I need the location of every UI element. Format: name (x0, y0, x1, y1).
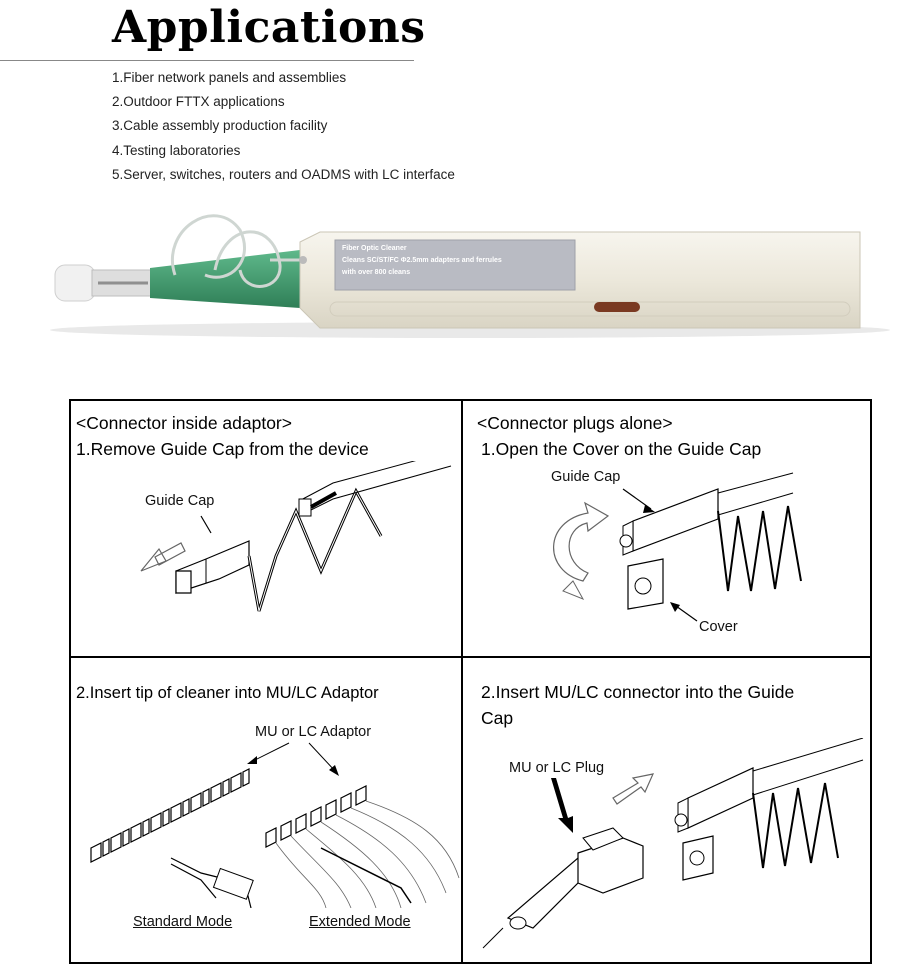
standard-mode-label: Standard Mode (133, 914, 233, 930)
step-text: 1.Open the Cover on the Guide Cap (481, 439, 762, 459)
guide-cap-label: Guide Cap (551, 469, 621, 485)
product-label-line2: Cleans SC/ST/FC Φ2.5mm adapters and ferrules (342, 257, 502, 264)
application-item: 1.Fiber network panels and assemblies (112, 70, 347, 85)
title-underline (0, 60, 414, 61)
panel-title: <Connector plugs alone> (477, 413, 673, 433)
insert-tip-illustration (71, 738, 461, 908)
application-item: 2.Outdoor FTTX applications (112, 94, 285, 110)
cover-label: Cover (699, 619, 738, 635)
panel-remove-guide-cap (71, 401, 461, 656)
product-label-line3: with over 800 cleans (342, 269, 411, 276)
panel-insert-connector (463, 658, 874, 964)
instruction-grid (69, 399, 872, 964)
guide-cap-label: Guide Cap (145, 493, 215, 509)
application-item: 3.Cable assembly production facility (112, 118, 328, 134)
step-text-line1: 2.Insert MU/LC connector into the Guide (481, 682, 795, 702)
panel-title: <Connector inside adaptor> (76, 413, 292, 433)
application-item: 4.Testing laboratories (112, 142, 241, 158)
adaptor-label: MU or LC Adaptor (255, 724, 372, 740)
product-label-line1: Fiber Optic Cleaner (342, 245, 407, 252)
remove-guide-cap-illustration (71, 461, 461, 651)
application-item: 5.Server, switches, routers and OADMS with LC interface (112, 166, 455, 182)
step-text-line2: Cap (481, 708, 514, 728)
page-title: Applications (112, 2, 426, 53)
plug-label: MU or LC Plug (509, 760, 605, 776)
step-text: 1.Remove Guide Cap from the device (76, 439, 369, 459)
panel-insert-tip (71, 658, 461, 964)
insert-connector-illustration (463, 738, 874, 958)
open-cover-illustration (463, 471, 874, 651)
panel-open-cover (463, 401, 874, 656)
step-text: 2.Insert tip of cleaner into MU/LC Adaptor (76, 684, 379, 702)
fiber-cleaner-pen-image (0, 190, 900, 360)
extended-mode-label: Extended Mode (309, 914, 411, 930)
applications-list (112, 66, 455, 187)
